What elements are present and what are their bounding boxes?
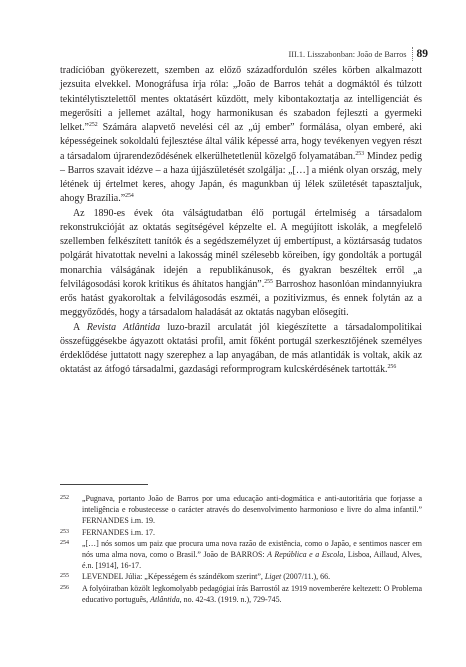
italic-title: A República e a Escola (267, 550, 344, 560)
text-run: Barroshoz hasonlóan mindannyiukra erős hatást gyakoroltak a felvilágosodás eszméi, a pozitivizmus, és ennek folytán az a meggyőződés, hogy a társadalom haladását az oktatás nagyban elősegíti. (60, 278, 422, 319)
footnote-number: 253 (60, 528, 69, 535)
footnote-ref: 254 (125, 193, 134, 200)
footnote-ref: 256 (387, 364, 397, 371)
text-run: , no. 42-43. (1919. n.), 729-745. (179, 594, 282, 604)
footnote-text (82, 571, 422, 582)
running-title: III.1. Lisszabonban: João de Barros (288, 49, 407, 59)
running-head (289, 46, 428, 62)
paragraph (60, 321, 422, 378)
footnote-ref: 252 (88, 122, 98, 129)
text-run: „Pugnava, portanto João de Barros por uma educação anti-dogmática e anti-autoritária que forjasse a inteligência e robustecesse o carácter através do desenvolvimento harmonioso e livre do alma infantil.” FERNANDES i.m. 19. (82, 494, 422, 526)
footnote-text (82, 527, 422, 538)
footnote-number: 254 (60, 539, 69, 546)
footnote (60, 527, 422, 538)
footnote-ref: 255 (264, 278, 273, 285)
footnote-ref: 253 (355, 150, 365, 157)
text-run: Mindez pedig – Barros szavait idézve – a haza újjászületését szolgálja: „[…] a miénk olyan ország, mely létének új értelmet keres, ahogy Japán, és magunkban új lélek születését tapasztaljuk, ahogy Brazília.” (60, 150, 422, 205)
paragraph (60, 207, 422, 321)
paragraph (60, 64, 422, 207)
text-run: LEVENDEL Júlia: „Képességem és szándékom szerint”, (82, 572, 265, 582)
text-run: (2007/11.), 66. (281, 572, 331, 582)
text-run: tradícióban gyökerezett, szemben az előző századfordulón széles körben alkalmazott jezsuita elvekkel. Monográfusa írja róla: „João de Barros tehát a dogmáktól és túlzott tekintélytisztelettől mentes oktatásért küzdött, mely kibontakoztatja az intelligenciát és megerősíti a jellemet azáltal, hogy harmonikusan és szabadon fejleszti a gyermeki lelket.” (60, 65, 422, 133)
footnote-text (82, 493, 422, 527)
footnote-number: 256 (60, 584, 69, 591)
text-run: „[…] nós somos um paiz que procura uma nova razão de existência, como o Japão, e sentimos nascer em nós uma alma nova, como o Brasil.” João de BARROS: (82, 538, 422, 560)
text-run: FERNANDES i.m. 17. (82, 527, 155, 537)
footnote-number: 252 (60, 495, 69, 501)
footnote (60, 538, 422, 572)
italic-title: Liget (264, 572, 282, 582)
footnote (60, 583, 422, 605)
footnote (60, 571, 422, 582)
text-run: Az 1890-es évek óta válságtudatban élő portugál értelmiség a társadalom rekonstrukcióját az oktatás segítségével képzelte el. A megújított iskolák, a megfelelő szellemben felkészített tanítók és a segédszemélyzet új embertípust, a köztársaság tudatos polgárát hivatottak nevelni a lakosság minél szélesebb köreiben, így gondolták a portugál monarchia válságának idején a republikánusok, és gyakran beszéltek erről „a felvilágosodási korok kritikus és áhítatos hangján”. (60, 207, 422, 290)
footnote-number: 255 (60, 573, 69, 580)
text-run: A folyóiratban közölt legkomolyabb pedagógiai írás Barrostól az 1919 novemberére keltezett: O Problema educativo português, (82, 583, 422, 604)
text-run: Számára alapvető nevelési cél az „új ember” formálása, olyan emberé, aki képességeinek sokoldalú fejlesztése által válik képessé arra, hogy tevékenyen vegyen részt a társadalom újrarendeződésének elkerülhetetlenül közelgő folyamatában. (60, 122, 422, 162)
footnote-text (82, 583, 422, 605)
body-text (60, 64, 422, 378)
text-run: A (73, 321, 87, 333)
italic-title: Atlântida (150, 594, 180, 604)
header-separator (412, 47, 413, 61)
footnotes (60, 493, 422, 605)
footnote-text (82, 538, 422, 572)
text-run: luzo-brazil arculatát jól kiegészítette a társadalompolitikai összefüggésekbe ágyazott oktatási profil, amit főként portugál szerkesztőjének személyes érdeklődése juttatott nagy szerephez a lap anyagában, de más atlantidák is voltak, akik az oktatást az átfogó társadalmi, gazdasági reformprogram kulcskérdésének tartották. (60, 321, 422, 376)
italic-title: Revista Atlântida (86, 321, 161, 333)
footnote-rule (60, 484, 148, 485)
text-run: , Lisboa, Aillaud, Alves, é.n. [1914], 16-17. (82, 550, 422, 571)
footnote (60, 493, 422, 527)
page-number: 89 (416, 48, 428, 60)
